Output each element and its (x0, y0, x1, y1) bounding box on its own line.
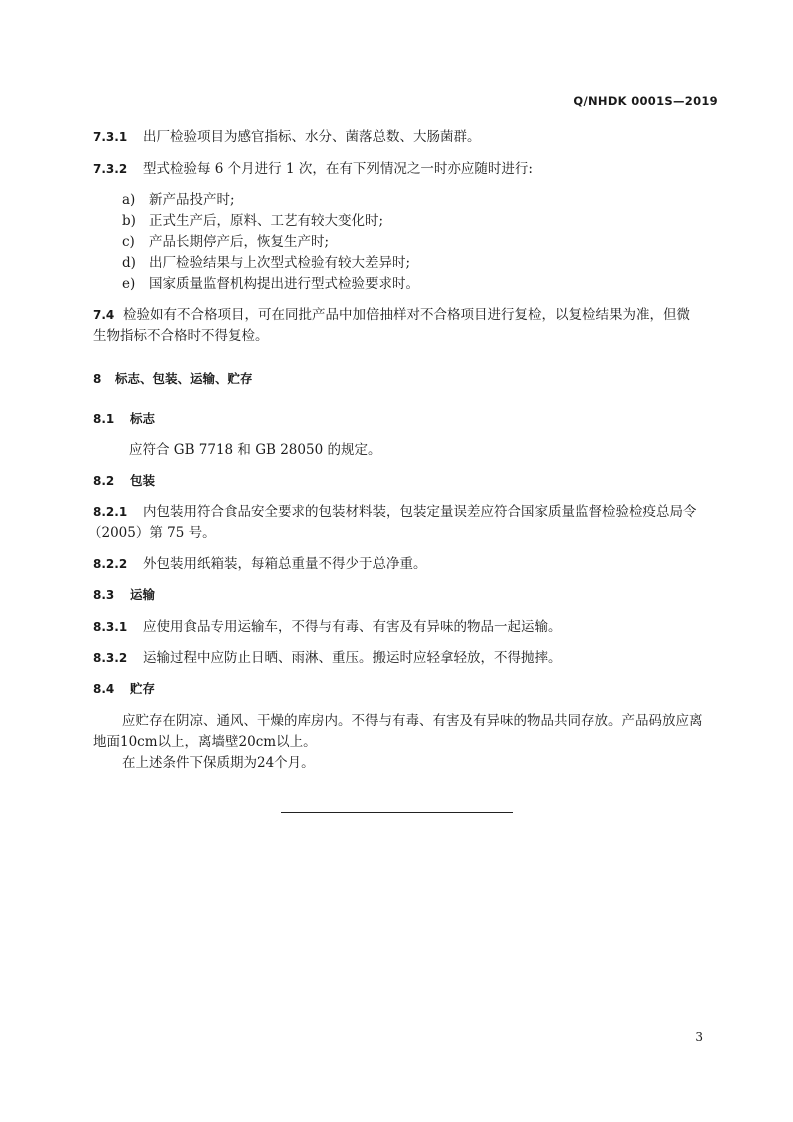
clause-number: 7.3.2 (93, 162, 128, 176)
clause-text: 检验如有不合格项目，可在同批产品中加倍抽样对不合格项目进行复检，以复检结果为准，但微 (123, 307, 690, 323)
section-8-1-text (129, 440, 754, 460)
clause-number: 8.3.2 (93, 651, 128, 665)
section-8-2-heading (93, 471, 718, 491)
section-title: 标志 (130, 411, 156, 426)
section-8-heading (93, 369, 718, 389)
clause-8-2-1 (93, 502, 718, 522)
clause-text: 应符合 GB 7718 和 GB 28050 的规定。 (129, 442, 382, 458)
list-item-text: 国家质量监督机构提出进行型式检验要求时。 (149, 276, 419, 292)
section-title: 运输 (130, 587, 156, 602)
clause-number: 7.4 (93, 308, 115, 322)
clause-7-4 (93, 305, 718, 325)
clause-8-2-2 (93, 554, 718, 574)
list-item-label: a) (122, 192, 136, 208)
clause-number: 8.2.2 (93, 557, 128, 571)
section-8-4-paragraph (122, 711, 747, 731)
list-item-label: e) (122, 276, 136, 292)
section-number: 8.2 (93, 474, 115, 488)
clause-text: 内包装用符合食品安全要求的包装材料装，包装定量误差应符合国家质量监督检验检疫总局令 (143, 504, 697, 520)
list-item-text: 新产品投产时; (149, 192, 235, 208)
clause-text: 在上述条件下保质期为24个月。 (122, 755, 315, 771)
list-item-text: 正式生产后，原料、工艺有较大变化时; (149, 213, 384, 229)
section-number: 8 (93, 372, 102, 386)
list-item-label: d) (122, 255, 136, 271)
section-title: 标志、包装、运输、贮存 (115, 371, 253, 386)
section-title: 贮存 (130, 681, 156, 696)
section-8-1-heading (93, 409, 718, 429)
list-item (122, 274, 747, 294)
document-code: Q/NHDK 0001S—2019 (573, 94, 718, 108)
clause-7-4-continuation (93, 326, 718, 346)
list-item (122, 253, 747, 273)
section-8-4-heading (93, 679, 718, 699)
section-number: 8.3 (93, 588, 115, 602)
clause-text: 应使用食品专用运输车，不得与有毒、有害及有异味的物品一起运输。 (143, 619, 562, 635)
clause-8-3-2 (93, 648, 718, 668)
list-item-label: c) (122, 234, 135, 250)
page-number: 3 (695, 1030, 703, 1044)
list-item-text: 出厂检验结果与上次型式检验有较大差异时; (149, 255, 411, 271)
section-8-4-shelf-life (122, 753, 747, 773)
clause-number: 7.3.1 (93, 130, 128, 144)
clause-text: 应贮存在阴凉、通风、干燥的库房内。不得与有毒、有害及有异味的物品共同存放。产品码放应离 (122, 713, 703, 729)
clause-text: 运输过程中应防止日晒、雨淋、重压。搬运时应轻拿轻放，不得抛摔。 (143, 650, 562, 666)
section-number: 8.1 (93, 412, 115, 426)
clause-8-3-1 (93, 617, 718, 637)
list-item (122, 232, 747, 252)
section-title: 包装 (130, 473, 156, 488)
clause-text: 外包装用纸箱装，每箱总重量不得少于总净重。 (143, 556, 427, 572)
clause-7-3-2 (93, 159, 718, 179)
list-item (122, 211, 747, 231)
clause-7-3-1 (93, 127, 718, 147)
clause-text: 生物指标不合格时不得复检。 (93, 328, 269, 344)
clause-8-2-1-continuation (88, 523, 713, 543)
clause-text: 地面10cm以上，离墙壁20cm以上。 (93, 734, 317, 750)
clause-text: 出厂检验项目为感官指标、水分、菌落总数、大肠菌群。 (143, 129, 481, 145)
clause-number: 8.3.1 (93, 620, 128, 634)
section-8-3-heading (93, 585, 718, 605)
end-of-document-rule (281, 812, 513, 813)
section-number: 8.4 (93, 682, 115, 696)
list-item-label: b) (122, 213, 136, 229)
clause-number: 8.2.1 (93, 505, 128, 519)
list-item-text: 产品长期停产后，恢复生产时; (149, 234, 330, 250)
list-item (122, 190, 747, 210)
section-8-4-paragraph-continuation (93, 732, 718, 752)
clause-text: 型式检验每 6 个月进行 1 次，在有下列情况之一时亦应随时进行: (143, 161, 533, 177)
clause-text: （2005）第 75 号。 (88, 525, 216, 541)
